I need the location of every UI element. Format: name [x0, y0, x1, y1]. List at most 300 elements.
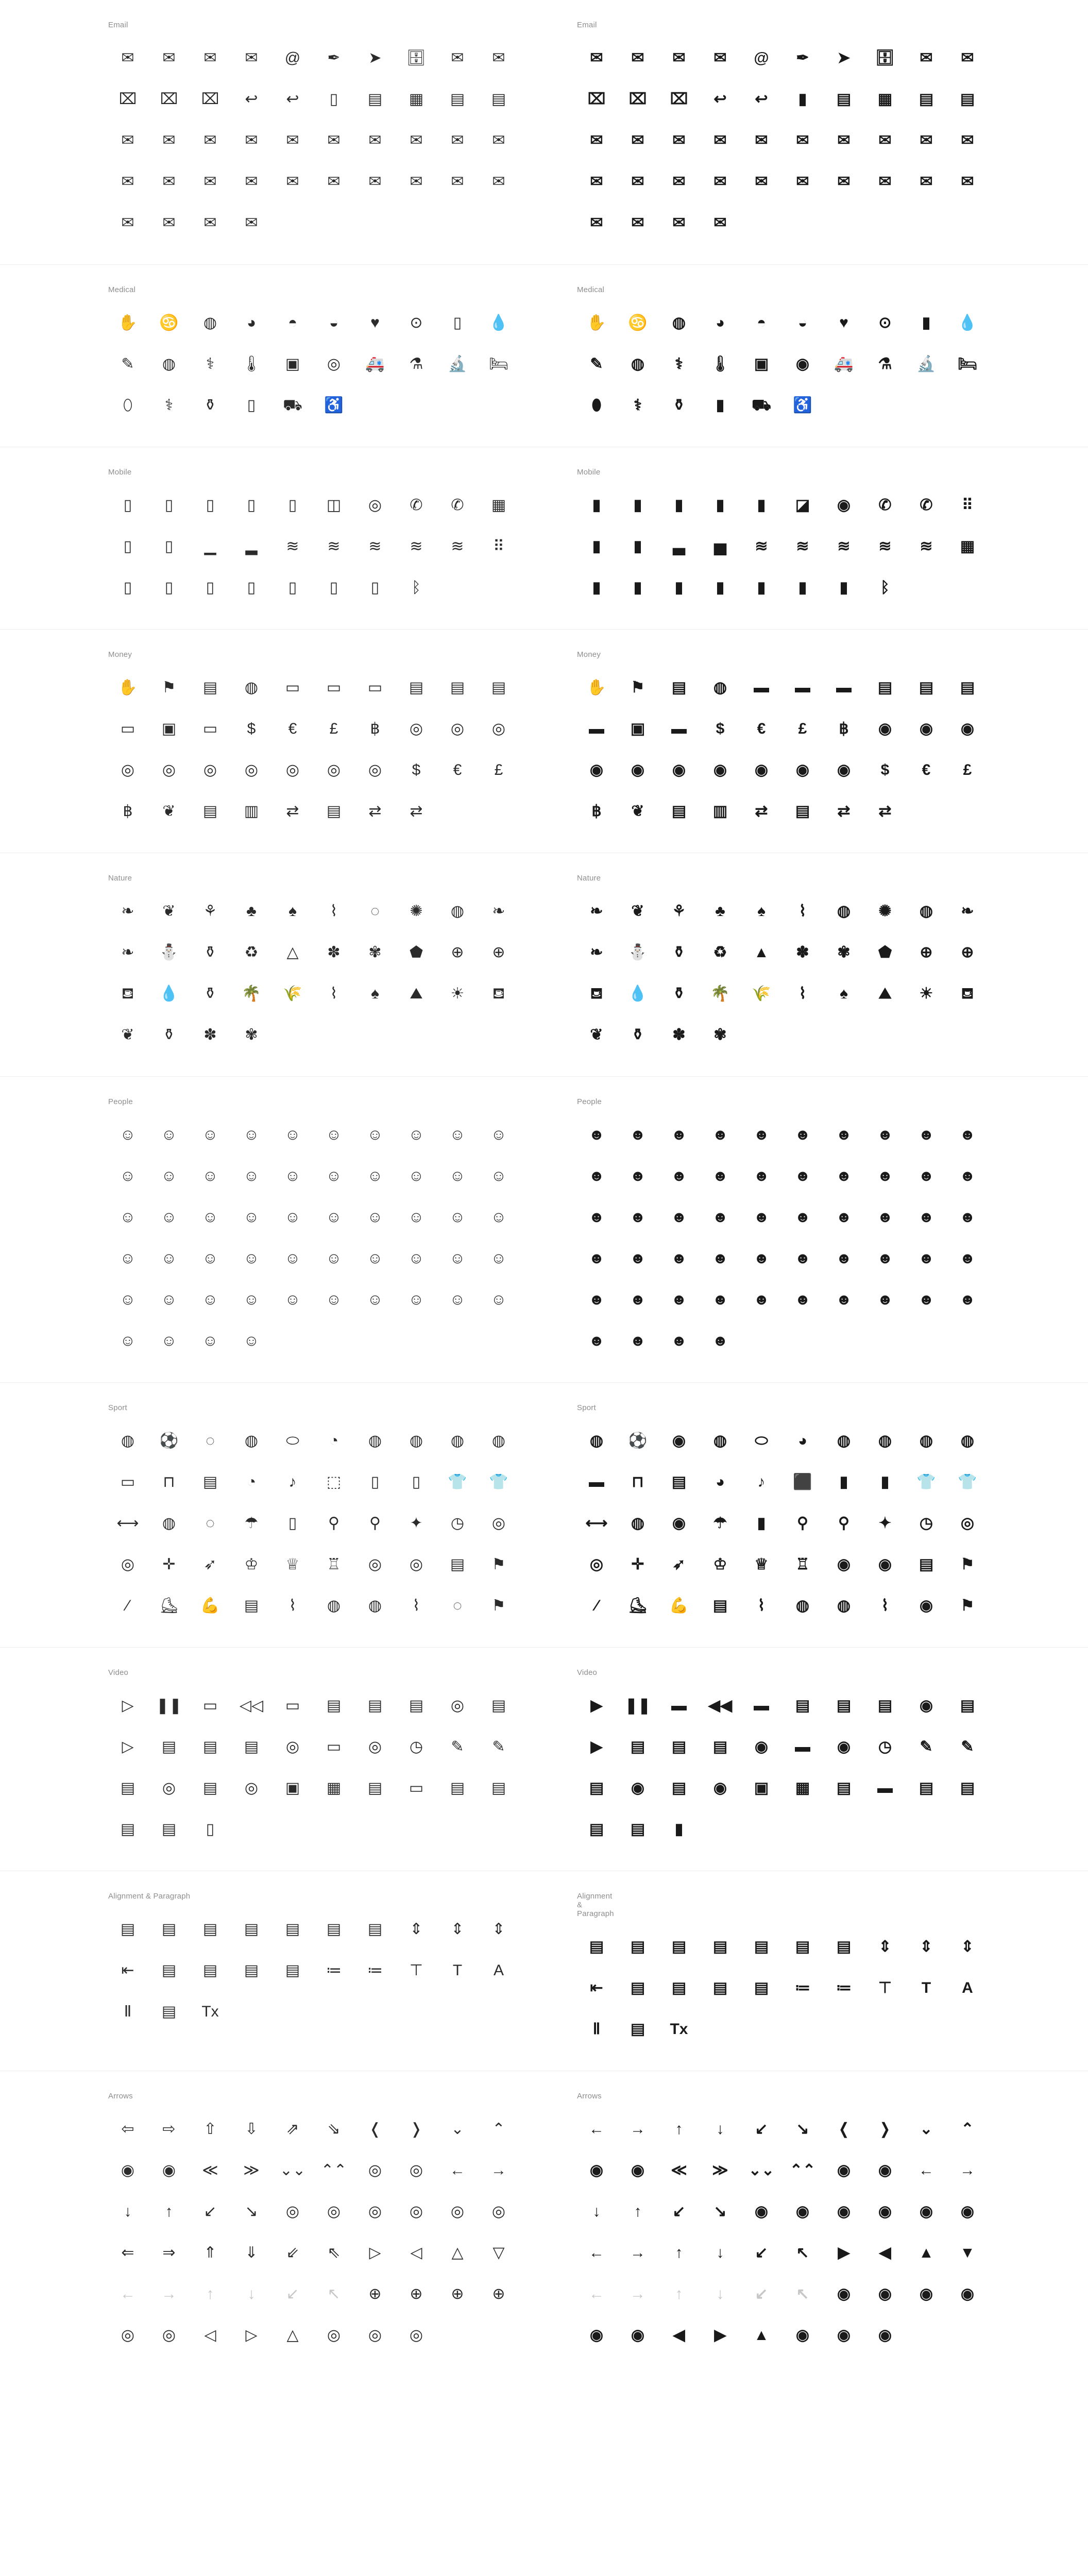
whistle-icon[interactable] [700, 1462, 741, 1503]
medal-icon[interactable] [823, 1544, 864, 1585]
pinwheel-icon[interactable] [658, 1014, 700, 1056]
arrow-thin-up-icon[interactable] [617, 2191, 658, 2232]
money-exchange-icon[interactable] [741, 791, 782, 832]
medicine-bottle-icon[interactable] [700, 385, 741, 426]
phone-at-icon[interactable] [823, 485, 864, 526]
arrow-disabled-down-icon[interactable] [700, 2274, 741, 2315]
user-artist-icon[interactable] [947, 1197, 988, 1238]
mortar-pestle-icon[interactable] [864, 344, 906, 385]
circle-rotate-right-icon[interactable] [617, 2315, 658, 2356]
arrow-bold-up-right-icon[interactable] [782, 2232, 823, 2274]
cash-register-icon[interactable] [617, 708, 658, 750]
frisbee-icon[interactable] [658, 1503, 700, 1544]
user-cap-icon[interactable] [782, 1156, 823, 1197]
stopwatch-icon[interactable] [906, 1503, 947, 1544]
mail-reply-all-icon[interactable] [741, 79, 782, 120]
money-time-icon[interactable] [823, 750, 864, 791]
heartbeat-icon[interactable] [823, 302, 864, 344]
clapper-open-icon[interactable] [658, 1768, 700, 1809]
photo-camera-icon[interactable] [741, 1768, 782, 1809]
user-ninja-icon[interactable] [782, 1279, 823, 1320]
qr-code-icon[interactable] [947, 526, 988, 567]
envelope-trash-icon[interactable] [700, 161, 741, 202]
mail-print-icon[interactable] [947, 79, 988, 120]
cash-icon[interactable] [658, 708, 700, 750]
text-column-icon[interactable] [576, 2009, 617, 2050]
user-couple-icon[interactable] [617, 1320, 658, 1362]
battery-low-icon[interactable] [617, 567, 658, 608]
film-frame-icon[interactable] [576, 1768, 617, 1809]
mail-mobile-icon[interactable] [782, 79, 823, 120]
microscope-icon[interactable] [906, 344, 947, 385]
video-page-icon[interactable] [576, 1809, 617, 1850]
user-worker-icon[interactable] [823, 1197, 864, 1238]
user-pilot-icon[interactable] [576, 1238, 617, 1279]
syringe-icon[interactable] [576, 344, 617, 385]
watering-can-icon[interactable] [576, 973, 617, 1014]
video-folder-icon[interactable] [906, 1768, 947, 1809]
user-short-hair-icon[interactable] [741, 1114, 782, 1156]
envelope-calendar-icon[interactable] [700, 202, 741, 244]
double-chevron-up-icon[interactable] [782, 2150, 823, 2191]
wheat-icon[interactable] [741, 973, 782, 1014]
user-mask-icon[interactable] [658, 1279, 700, 1320]
video-monitor-icon[interactable] [864, 1768, 906, 1809]
purse-icon[interactable] [947, 667, 988, 708]
user-hijab-icon[interactable] [864, 1156, 906, 1197]
bowling-throw-icon[interactable] [823, 1585, 864, 1626]
volcano-icon[interactable] [864, 973, 906, 1014]
user-doctor-icon[interactable] [658, 1197, 700, 1238]
phone-rounded-icon[interactable] [658, 485, 700, 526]
coin-stack-icon[interactable] [906, 708, 947, 750]
circle-chevrons-left-icon[interactable] [782, 2315, 823, 2356]
arrow-bold-down-left-icon[interactable] [741, 2232, 782, 2274]
bluetooth-icon[interactable] [864, 567, 906, 608]
money-leaf-icon[interactable] [617, 791, 658, 832]
triangle-up-icon[interactable] [906, 2232, 947, 2274]
video-pen-icon[interactable] [947, 1726, 988, 1768]
user-tie-icon[interactable] [617, 1197, 658, 1238]
trash-nature-icon[interactable] [658, 973, 700, 1014]
money-question-icon[interactable] [658, 750, 700, 791]
money-bag-icon[interactable] [700, 667, 741, 708]
circle-refresh-icon[interactable] [741, 2191, 782, 2232]
envelope-refresh-icon[interactable] [947, 38, 988, 79]
tooth-cavity-icon[interactable] [864, 302, 906, 344]
football-icon[interactable] [741, 1420, 782, 1462]
flower-dandelion-icon[interactable] [864, 891, 906, 932]
badminton-racket-icon[interactable] [823, 1503, 864, 1544]
plant-pot-icon[interactable] [658, 932, 700, 973]
mailbox-icon[interactable] [864, 38, 906, 79]
medical-staff-icon[interactable] [617, 385, 658, 426]
paper-plane-tilt-icon[interactable] [782, 38, 823, 79]
mountain-icon[interactable] [741, 932, 782, 973]
align-right-icon[interactable] [700, 1926, 741, 1968]
sun-icon[interactable] [906, 973, 947, 1014]
potted-plant-icon[interactable] [617, 1014, 658, 1056]
globe-grid-icon[interactable] [947, 932, 988, 973]
user-scientist-icon[interactable] [782, 1238, 823, 1279]
arrow-disabled-up-icon[interactable] [658, 2274, 700, 2315]
list-bullet-icon[interactable] [823, 1968, 864, 2009]
video-timer-icon[interactable] [864, 1726, 906, 1768]
tooth-icon[interactable] [576, 385, 617, 426]
user-judge-icon[interactable] [741, 1238, 782, 1279]
triangle-left-icon[interactable] [864, 2232, 906, 2274]
volleyball-icon[interactable] [658, 1420, 700, 1462]
windmill-icon[interactable] [700, 1014, 741, 1056]
recycle-icon[interactable] [700, 932, 741, 973]
envelope-edit-icon[interactable] [658, 161, 700, 202]
film-reel-icon[interactable] [906, 1685, 947, 1726]
video-cassette-icon[interactable] [782, 1726, 823, 1768]
hockey-stick-icon[interactable] [864, 1585, 906, 1626]
forest-icon[interactable] [823, 973, 864, 1014]
text-wrap-right-icon[interactable] [658, 1968, 700, 2009]
envelope-download-icon[interactable] [823, 161, 864, 202]
envelope-open-icon[interactable] [617, 38, 658, 79]
double-chevron-down-icon[interactable] [741, 2150, 782, 2191]
phone-slim-icon[interactable] [741, 485, 782, 526]
flower-icon[interactable] [782, 932, 823, 973]
paper-plane-icon[interactable] [823, 38, 864, 79]
video-document-icon[interactable] [947, 1768, 988, 1809]
arrow-right-icon[interactable] [617, 2109, 658, 2150]
coins-icon[interactable] [864, 708, 906, 750]
circle-down-arrow-icon[interactable] [947, 2274, 988, 2315]
mail-document-icon[interactable] [823, 79, 864, 120]
arrow-bold-down-icon[interactable] [700, 2232, 741, 2274]
text-height-icon[interactable] [864, 1968, 906, 2009]
envelope-dollar-icon[interactable] [576, 161, 617, 202]
coin-search-icon[interactable] [617, 750, 658, 791]
money-stack-icon[interactable] [658, 667, 700, 708]
indent-right-icon[interactable] [782, 1926, 823, 1968]
video-download-icon[interactable] [823, 1768, 864, 1809]
outdent-icon[interactable] [576, 1968, 617, 2009]
dumbbell-icon[interactable] [576, 1503, 617, 1544]
user-male-icon[interactable] [700, 1114, 741, 1156]
text-vertical-icon[interactable] [947, 1968, 988, 2009]
leaf-single-icon[interactable] [576, 932, 617, 973]
user-guard-icon[interactable] [947, 1238, 988, 1279]
clear-formatting-icon[interactable] [658, 2009, 700, 2050]
circle-double-left-icon[interactable] [823, 2150, 864, 2191]
envelope-icon[interactable] [576, 38, 617, 79]
sprout-icon[interactable] [617, 891, 658, 932]
user-child-icon[interactable] [700, 1156, 741, 1197]
video-clip-icon[interactable] [617, 1809, 658, 1850]
envelope-cross-icon[interactable] [741, 120, 782, 161]
sport-shirt-icon[interactable] [947, 1462, 988, 1503]
roller-skate-icon[interactable] [617, 1585, 658, 1626]
user-elder-icon[interactable] [741, 1156, 782, 1197]
envelope-minus-icon[interactable] [782, 161, 823, 202]
ambulance-icon[interactable] [823, 344, 864, 385]
goal-net-icon[interactable] [617, 1462, 658, 1503]
circle-rotate-left-icon[interactable] [576, 2315, 617, 2356]
bowling-pin-icon[interactable] [823, 1462, 864, 1503]
movie-camera-icon[interactable] [823, 1685, 864, 1726]
user-curly-icon[interactable] [947, 1114, 988, 1156]
money-graph-icon[interactable] [700, 791, 741, 832]
pills-icon[interactable] [617, 344, 658, 385]
envelope-upload-icon[interactable] [864, 161, 906, 202]
liver-icon[interactable] [741, 302, 782, 344]
circle-chevron-left-icon[interactable] [576, 2150, 617, 2191]
mail-reply-icon[interactable] [700, 79, 741, 120]
bicycle-icon[interactable] [782, 1503, 823, 1544]
blood-drop-icon[interactable] [947, 302, 988, 344]
medical-camera-icon[interactable] [782, 344, 823, 385]
user-ponytail-icon[interactable] [947, 1156, 988, 1197]
hand-wash-icon[interactable] [576, 302, 617, 344]
user-diver-icon[interactable] [864, 1279, 906, 1320]
triangle-right-icon[interactable] [823, 2232, 864, 2274]
envelope-check-icon[interactable] [700, 120, 741, 161]
user-bun-icon[interactable] [906, 1156, 947, 1197]
arrow-bold-left-icon[interactable] [576, 2232, 617, 2274]
credit-card-back-icon[interactable] [782, 667, 823, 708]
circle-plus-arrow-icon[interactable] [823, 2274, 864, 2315]
video-mobile-icon[interactable] [658, 1809, 700, 1850]
double-chevron-right-icon[interactable] [700, 2150, 741, 2191]
leaf-pair-icon[interactable] [947, 891, 988, 932]
align-center-icon[interactable] [617, 1926, 658, 1968]
bitcoin-circle-icon[interactable] [823, 708, 864, 750]
phone-contact-icon[interactable] [617, 526, 658, 567]
arrow-bold-up-icon[interactable] [658, 2232, 700, 2274]
user-cowboy-icon[interactable] [906, 1279, 947, 1320]
bowling-ball-icon[interactable] [864, 1420, 906, 1462]
table-tennis-icon[interactable] [906, 1420, 947, 1462]
billiard-ball-icon[interactable] [782, 1420, 823, 1462]
phone-handset-icon[interactable] [864, 485, 906, 526]
smartphone-icon[interactable] [576, 485, 617, 526]
leaf-icon[interactable] [576, 891, 617, 932]
money-bag-tag-icon[interactable] [617, 667, 658, 708]
money-transfer-icon[interactable] [823, 791, 864, 832]
envelope-attach-icon[interactable] [617, 161, 658, 202]
image-wrap-icon[interactable] [741, 1968, 782, 2009]
video-edit-icon[interactable] [906, 1726, 947, 1768]
pound-sign-icon[interactable] [947, 750, 988, 791]
mail-archive-icon[interactable] [864, 79, 906, 120]
money-receive-icon[interactable] [864, 791, 906, 832]
wifi-medium-icon[interactable] [782, 526, 823, 567]
phone-rotate-icon[interactable] [782, 485, 823, 526]
user-student-icon[interactable] [864, 1197, 906, 1238]
envelope-alert-icon[interactable] [782, 120, 823, 161]
circle-double-right-icon[interactable] [864, 2150, 906, 2191]
mushroom-icon[interactable] [617, 932, 658, 973]
arrow-thin-left-icon[interactable] [906, 2150, 947, 2191]
banknote-icon[interactable] [576, 708, 617, 750]
list-ordered-icon[interactable] [782, 1968, 823, 2009]
dollar-circle-icon[interactable] [700, 708, 741, 750]
video-at-icon[interactable] [741, 1726, 782, 1768]
arrow-disabled-down-left-icon[interactable] [741, 2274, 782, 2315]
user-chef-icon[interactable] [741, 1197, 782, 1238]
chevron-right-icon[interactable] [864, 2109, 906, 2150]
pine-tree-icon[interactable] [741, 891, 782, 932]
cactus-icon[interactable] [782, 973, 823, 1014]
trophy-cup-icon[interactable] [741, 1544, 782, 1585]
envelope-star-icon[interactable] [617, 120, 658, 161]
kettlebell-icon[interactable] [617, 1503, 658, 1544]
envelope-close-icon[interactable] [658, 38, 700, 79]
arrow-up-icon[interactable] [658, 2109, 700, 2150]
medal-ribbon-icon[interactable] [864, 1544, 906, 1585]
user-long-hair-icon[interactable] [782, 1114, 823, 1156]
circle-up-arrow-icon[interactable] [906, 2274, 947, 2315]
envelope-flag-icon[interactable] [576, 202, 617, 244]
projector-icon[interactable] [864, 1685, 906, 1726]
weight-bench-icon[interactable] [700, 1585, 741, 1626]
stomach-icon[interactable] [658, 302, 700, 344]
scoreboard-icon[interactable] [658, 1462, 700, 1503]
at-sign-icon[interactable] [741, 38, 782, 79]
double-chevron-left-icon[interactable] [658, 2150, 700, 2191]
stethoscope-icon[interactable] [658, 344, 700, 385]
envelope-plus-icon[interactable] [741, 161, 782, 202]
phone-mute-icon[interactable] [823, 567, 864, 608]
circle-minus-arrow-icon[interactable] [864, 2274, 906, 2315]
phone-hangup-icon[interactable] [906, 485, 947, 526]
credit-card-icon[interactable] [741, 667, 782, 708]
user-headset-icon[interactable] [576, 1279, 617, 1320]
envelope-sync-icon[interactable] [906, 161, 947, 202]
headphones-sport-icon[interactable] [741, 1462, 782, 1503]
water-drop-icon[interactable] [617, 973, 658, 1014]
water-bottle-icon[interactable] [741, 1503, 782, 1544]
arrow-bold-right-icon[interactable] [617, 2232, 658, 2274]
circle-arrow-left-icon[interactable] [906, 2191, 947, 2232]
bitcoin-sign-icon[interactable] [576, 791, 617, 832]
inbox-icon[interactable] [576, 79, 617, 120]
user-nurse-icon[interactable] [700, 1197, 741, 1238]
user-circle-icon[interactable] [617, 1114, 658, 1156]
thermometer-icon[interactable] [700, 344, 741, 385]
ski-icon[interactable] [576, 1585, 617, 1626]
video-camera-icon[interactable] [741, 1685, 782, 1726]
plant-growth-icon[interactable] [658, 891, 700, 932]
circle-arrow-up-icon[interactable] [823, 2191, 864, 2232]
coin-pile-icon[interactable] [947, 708, 988, 750]
sim-card-icon[interactable] [782, 567, 823, 608]
pound-circle-icon[interactable] [782, 708, 823, 750]
line-spacing-icon[interactable] [864, 1926, 906, 1968]
dial-pad-icon[interactable] [947, 485, 988, 526]
video-record-icon[interactable] [823, 1726, 864, 1768]
user-group-icon[interactable] [576, 1156, 617, 1197]
video-file-icon[interactable] [617, 1726, 658, 1768]
javelin-icon[interactable] [658, 1544, 700, 1585]
first-aid-kit-icon[interactable] [741, 344, 782, 385]
dollar-sign-icon[interactable] [864, 750, 906, 791]
punching-bag-icon[interactable] [864, 1462, 906, 1503]
user-crown-icon[interactable] [700, 1279, 741, 1320]
text-wrap-icon[interactable] [700, 1968, 741, 2009]
circle-triangle-up-icon[interactable] [741, 2315, 782, 2356]
pause-button-icon[interactable] [617, 1685, 658, 1726]
umbrella-sport-icon[interactable] [700, 1503, 741, 1544]
archery-icon[interactable] [617, 1544, 658, 1585]
hockey-puck-icon[interactable] [576, 1462, 617, 1503]
arrow-thin-down-right-icon[interactable] [700, 2191, 741, 2232]
envelope-user-icon[interactable] [947, 120, 988, 161]
target-icon[interactable] [947, 1503, 988, 1544]
trophy-star-icon[interactable] [782, 1544, 823, 1585]
user-police-icon[interactable] [782, 1197, 823, 1238]
arrow-disabled-up-left-icon[interactable] [782, 2274, 823, 2315]
boxing-glove-icon[interactable] [782, 1585, 823, 1626]
inbox-download-icon[interactable] [617, 79, 658, 120]
envelope-clock-icon[interactable] [823, 120, 864, 161]
user-suit-icon[interactable] [576, 1197, 617, 1238]
rewind-icon[interactable] [700, 1685, 741, 1726]
user-detective-icon[interactable] [947, 1279, 988, 1320]
money-share-icon[interactable] [782, 750, 823, 791]
user-family-icon[interactable] [658, 1156, 700, 1197]
triangle-down-icon[interactable] [947, 2232, 988, 2274]
user-santa-icon[interactable] [741, 1279, 782, 1320]
globe-icon[interactable] [906, 932, 947, 973]
mail-truck-icon[interactable] [906, 79, 947, 120]
money-hand-coin-icon[interactable] [700, 750, 741, 791]
podium-icon[interactable] [906, 1544, 947, 1585]
jersey-icon[interactable] [906, 1462, 947, 1503]
badminton-icon[interactable] [947, 1420, 988, 1462]
video-slate-icon[interactable] [700, 1726, 741, 1768]
clapperboard-icon[interactable] [658, 1726, 700, 1768]
golf-club-icon[interactable] [741, 1585, 782, 1626]
aperture-icon[interactable] [617, 1768, 658, 1809]
arrow-thin-right-icon[interactable] [947, 2150, 988, 2191]
user-teacher-icon[interactable] [906, 1197, 947, 1238]
wifi-low-icon[interactable] [823, 526, 864, 567]
euro-circle-icon[interactable] [741, 708, 782, 750]
circle-refresh-back-icon[interactable] [782, 2191, 823, 2232]
user-pair-icon[interactable] [617, 1156, 658, 1197]
wheelchair-icon[interactable] [782, 385, 823, 426]
user-female-icon[interactable] [658, 1114, 700, 1156]
lungs-icon[interactable] [617, 302, 658, 344]
text-wrap-left-icon[interactable] [617, 1968, 658, 2009]
money-chart-icon[interactable] [741, 750, 782, 791]
signal-bars-icon[interactable] [658, 526, 700, 567]
circle-chevrons-right-icon[interactable] [823, 2315, 864, 2356]
paragraph-spacing-icon[interactable] [947, 1926, 988, 1968]
user-beard-icon[interactable] [823, 1114, 864, 1156]
arrow-disabled-right-icon[interactable] [617, 2274, 658, 2315]
dartboard-icon[interactable] [576, 1544, 617, 1585]
user-waiter-icon[interactable] [864, 1238, 906, 1279]
film-strip-icon[interactable] [947, 1685, 988, 1726]
basketball-icon[interactable] [576, 1420, 617, 1462]
money-hand-icon[interactable] [576, 667, 617, 708]
envelope-heart-icon[interactable] [576, 120, 617, 161]
brain-icon[interactable] [700, 302, 741, 344]
wallet-open-icon[interactable] [906, 667, 947, 708]
tennis-ball-icon[interactable] [823, 1420, 864, 1462]
user-soldier-icon[interactable] [700, 1238, 741, 1279]
paragraph-columns-icon[interactable] [617, 2009, 658, 2050]
circle-chevron-right-icon[interactable] [617, 2150, 658, 2191]
video-play-icon[interactable] [576, 1726, 617, 1768]
